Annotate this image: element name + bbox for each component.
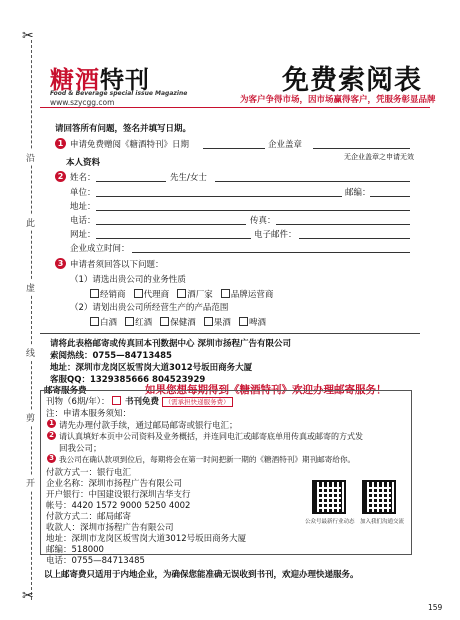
option-brand-operator[interactable]: 品牌运营商 [221, 290, 274, 300]
contact-address: 地址：深圳市龙岗区坂雪岗大道3012号坂田商务大厦 [50, 363, 253, 373]
side-label: 剪 [26, 410, 35, 425]
q3a-label: （1）请选出贵公司的业务性质 [70, 275, 186, 285]
number-1-icon: 1 [47, 419, 56, 428]
product-range-options [90, 316, 266, 328]
option-health-wine[interactable]: 保健酒 [160, 318, 196, 328]
checkbox[interactable] [204, 317, 213, 326]
company-name: 企业名称：深圳市扬程广告有限公司 [46, 479, 183, 489]
fax-field[interactable] [276, 224, 410, 225]
mail-price-row [46, 395, 233, 407]
option-winery[interactable]: 酒厂家 [177, 290, 213, 300]
contact-line-1: 请将此表格邮寄或传真回本刊数据中心 深圳市扬程广告有限公司 [50, 339, 291, 349]
option-dealer[interactable]: 经销商 [90, 290, 126, 300]
zip-label: 邮编： [345, 188, 371, 198]
phone-field[interactable] [96, 224, 246, 225]
option-fruit-wine[interactable]: 果酒 [204, 318, 231, 328]
scissors-icon: ✂ [22, 28, 34, 44]
q1-label: 申请免费赠阅《糖酒特刊》日期 [70, 140, 190, 150]
scissors-icon: ✂ [22, 588, 34, 604]
section-divider [40, 333, 420, 334]
checkbox[interactable] [177, 289, 186, 298]
page-number: 159 [428, 603, 443, 612]
option-agent[interactable]: 代理商 [134, 290, 170, 300]
price-label: 刊物（6期/年）： [46, 397, 110, 407]
note-3: 我公司在确认款项到位后，每期将会在第一时间把新一期的《糖酒特刊》期刊邮寄给你。 [59, 455, 356, 464]
receiver: 收款人：深圳市扬程广告有限公司 [46, 523, 174, 533]
number-2-icon: 2 [55, 171, 66, 182]
gender-field[interactable] [215, 181, 410, 182]
pay-method-2: 付款方式二：邮局邮寄 [46, 512, 132, 522]
bank-account: 帐号：4420 1572 9000 5250 4002 [46, 501, 191, 511]
checkbox[interactable] [125, 317, 134, 326]
checkbox[interactable] [221, 289, 230, 298]
checkbox[interactable] [160, 317, 169, 326]
unit-field[interactable] [96, 196, 342, 197]
side-label: 线 [26, 345, 35, 360]
address-label: 地址： [70, 202, 96, 212]
website-label: 网址： [70, 230, 96, 240]
note-2b: 回我公司； [59, 444, 102, 454]
mail-promo: 如果您想每期得到《糖酒特刊》欢迎办理邮寄服务！ [145, 384, 387, 396]
instruction: 请回答所有问题，签名并填写日期。 [55, 124, 192, 134]
checkbox[interactable] [239, 317, 248, 326]
free-label: 书刊免费 [124, 397, 159, 407]
unit-label: 单位： [70, 188, 96, 198]
number-3-icon: 3 [55, 258, 66, 269]
header-divider [40, 107, 430, 108]
option-wine[interactable]: 红酒 [125, 318, 152, 328]
name-field[interactable] [96, 181, 166, 182]
zip-field[interactable] [370, 196, 410, 197]
pay-method-1: 付款方式一：银行电汇 [46, 468, 132, 478]
receiver-tel: 电话：0755—84713485 [46, 556, 145, 566]
note-2a: 请认真填好本页中公司资料及业务概括，并连同电汇或邮寄底单用传真或邮寄的方式发 [59, 432, 363, 441]
contact-hotline: 索阅热线：0755—84713485 [50, 351, 172, 361]
free-note: （需承担快递服务费） [162, 397, 233, 407]
checkbox[interactable] [90, 289, 99, 298]
receiver-zip: 邮编：518000 [46, 545, 104, 555]
side-label: 开 [26, 475, 35, 490]
option-beer[interactable]: 啤酒 [239, 318, 266, 328]
side-label: 此 [26, 215, 35, 230]
receiver-address: 地址：深圳市龙岗区坂雪岗大道3012号坂田商务大厦 [46, 534, 247, 544]
notes-heading: 注：申请本服务须知： [46, 409, 132, 419]
magazine-logo: 糖酒特刊 [50, 66, 150, 94]
personal-info-heading: 本人资料 [66, 158, 101, 168]
bank-name: 开户银行：中国建设银行深圳吉华支行 [46, 490, 191, 500]
logo-url: www.szycgg.com [50, 98, 115, 107]
business-type-options [90, 288, 273, 300]
fax-label: 传真： [250, 216, 276, 226]
stamp-field[interactable] [313, 148, 410, 149]
side-label: 沿 [26, 150, 35, 165]
date-field[interactable] [203, 148, 265, 149]
number-3-icon: 3 [47, 454, 56, 463]
qr-label-1: 公众号最新行业动态 [305, 519, 355, 525]
page-title: 免费索阅表 [282, 65, 422, 96]
logo-subtitle: Food & Beverage special issue Magazine [50, 90, 188, 97]
qr-code-icon [362, 480, 396, 514]
founded-label: 企业成立时间： [70, 244, 130, 254]
mail-heading: 邮寄服务费 [44, 386, 87, 396]
stamp-note: 无企业盖章之申请无效 [344, 153, 414, 161]
address-field[interactable] [96, 210, 410, 211]
cut-line [31, 40, 32, 600]
option-baijiu[interactable]: 白酒 [90, 318, 117, 328]
number-1-icon: 1 [55, 138, 66, 149]
free-checkbox[interactable] [112, 396, 121, 405]
phone-label: 电话： [70, 216, 96, 226]
name-label: 姓名： [70, 173, 96, 183]
slogan: 为客户争得市场，因市场赢得客户，凭服务彰显品牌 [240, 95, 436, 105]
contact-qq: 客服QQ：1329385666 804523929 [50, 375, 206, 385]
number-2-icon: 2 [47, 431, 56, 440]
website-field[interactable] [96, 238, 251, 239]
stamp-label: 企业盖章 [268, 140, 303, 150]
founded-field[interactable] [132, 252, 410, 253]
gender-label: 先生/女士 [170, 173, 207, 183]
note-1: 请先办理付款手续，通过邮局邮寄或银行电汇； [59, 421, 238, 431]
email-label: 电子邮件： [254, 230, 297, 240]
checkbox[interactable] [134, 289, 143, 298]
checkbox[interactable] [90, 317, 99, 326]
qr-code-icon [312, 480, 346, 514]
side-label: 虚 [26, 280, 35, 295]
q3b-label: （2）请划出贵公司所经营生产的产品范围 [70, 303, 229, 313]
qr-label-2: 加入我们沟通交流 [360, 519, 405, 525]
footer-note: 以上邮寄费只适用于内地企业，为确保您能准确无误收到书刊，欢迎办理快递服务。 [44, 570, 359, 580]
email-field[interactable] [299, 238, 410, 239]
q3-label: 申请者须回答以下问题： [70, 260, 164, 270]
